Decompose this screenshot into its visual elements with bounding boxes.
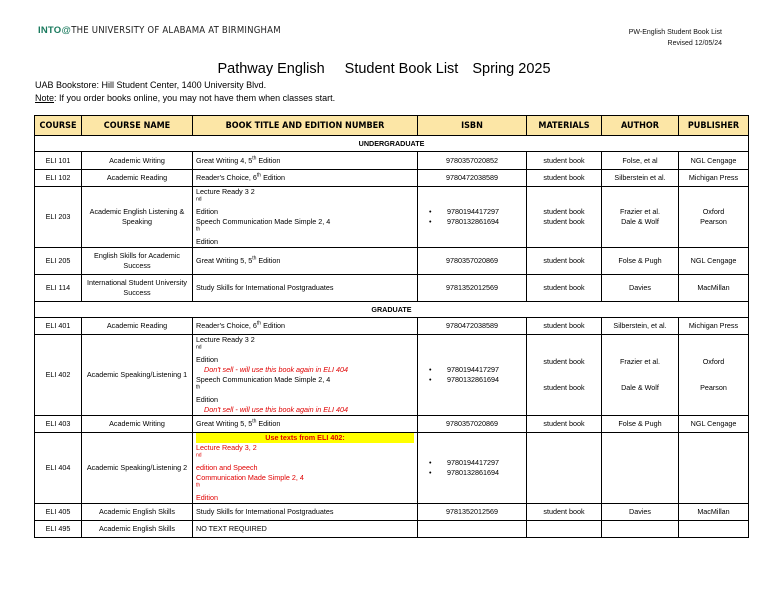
- header-course-name: COURSE NAME: [82, 116, 193, 136]
- revised-date: Revised 12/05/24: [667, 40, 722, 47]
- table-row: ELI 203 Academic English Listening & Speaking Lecture Ready 3 2 $^{nd}$ Edition Speech Communication Made Simple 2, 4 $^{th}$ Edition • 9780194417297 • 9780132861694 student book student book Frazier et al. Dale & Wolf Oxford Pearson: [35, 187, 749, 248]
- header-course: COURSE: [35, 116, 82, 136]
- header-isbn: ISBN: [418, 116, 527, 136]
- table-row: ELI 405 Academic English Skills Study Skills for International Postgraduates 9781352012569 student book Davies MacMillan: [35, 504, 749, 521]
- header-author: AUTHOR: [602, 116, 679, 136]
- dont-sell-warning: Don't sell - will use this book again in ELI 404: [204, 405, 349, 414]
- section-undergraduate: UNDERGRADUATE: [35, 136, 749, 152]
- table-row: ELI 402 Academic Speaking/Listening 1 Lecture Ready 3 2 $^{nd}$ Edition Don't sell - will use this book again in ELI 404 Speech Communication Made Simple 2, 4 $^{th}$ Edition Don't sell - will use this book again in ELI 404 • 9780194417297 • 9780132861694 student book student book Frazier et al. Dale & Wolf Oxford Pearson: [35, 335, 749, 416]
- table-header-row: [35, 116, 749, 136]
- table-row: ELI 495 Academic English Skills NO TEXT REQUIRED: [35, 521, 749, 538]
- dont-sell-warning: Don't sell - will use this book again in ELI 404: [204, 365, 349, 374]
- table-row: ELI 403 Academic Writing Great Writing 5, 5th Edition 9780357020869 student book Folse & Pugh NGL Cengage: [35, 416, 749, 433]
- header-book-title: BOOK TITLE AND EDITION NUMBER: [193, 116, 418, 136]
- table-row: ELI 205 English Skills for Academic Success Great Writing 5, 5th Edition 9780357020869 student book Folse & Pugh NGL Cengage: [35, 248, 749, 275]
- section-graduate: GRADUATE: [35, 302, 749, 318]
- table-row: ELI 401 Academic Reading Reader's Choice, 6th Edition 9780472038589 student book Silberstein, et al. Michigan Press: [35, 318, 749, 335]
- use-texts-highlight: Use texts from ELI 402:: [196, 433, 414, 443]
- university-logo: INTO@THE UNIVERSITY OF ALABAMA AT BIRMINGHAM: [38, 25, 281, 36]
- document-reference: [629, 27, 722, 49]
- table-row: ELI 404 Academic Speaking/Listening 2 Use texts from ELI 402: Lecture Ready 3, 2 $^{nd}$ edition and Speech Communication Made Simple 2, 4 $^{th}$ Edition • 9780194417297 • 9780132861694: [35, 433, 749, 504]
- section-row-graduate: [35, 302, 749, 318]
- book-list-table: [34, 115, 749, 538]
- online-order-note: Note: If you order books online, you may not have them when classes start.: [35, 93, 336, 103]
- header-publisher: PUBLISHER: [679, 116, 749, 136]
- bookstore-info: UAB Bookstore: Hill Student Center, 1400 University Blvd.: [35, 80, 267, 90]
- doc-ref-label: PW-English Student Book List: [628, 29, 722, 36]
- section-row-undergraduate: [35, 136, 749, 152]
- table-row: ELI 102 Academic Reading Reader's Choice, 6th Edition 9780472038589 student book Silberstein et al. Michigan Press: [35, 170, 749, 187]
- header-materials: MATERIALS: [527, 116, 602, 136]
- page-title: Pathway English Student Book List Spring 2025: [217, 61, 551, 77]
- table-row: ELI 101 Academic Writing Great Writing 4, 5th Edition 9780357020852 student book Folse, et al NGL Cengage: [35, 152, 749, 170]
- table-row: ELI 114 International Student University Success Study Skills for International Postgraduates 9781352012569 student book Davies MacMillan: [35, 275, 749, 302]
